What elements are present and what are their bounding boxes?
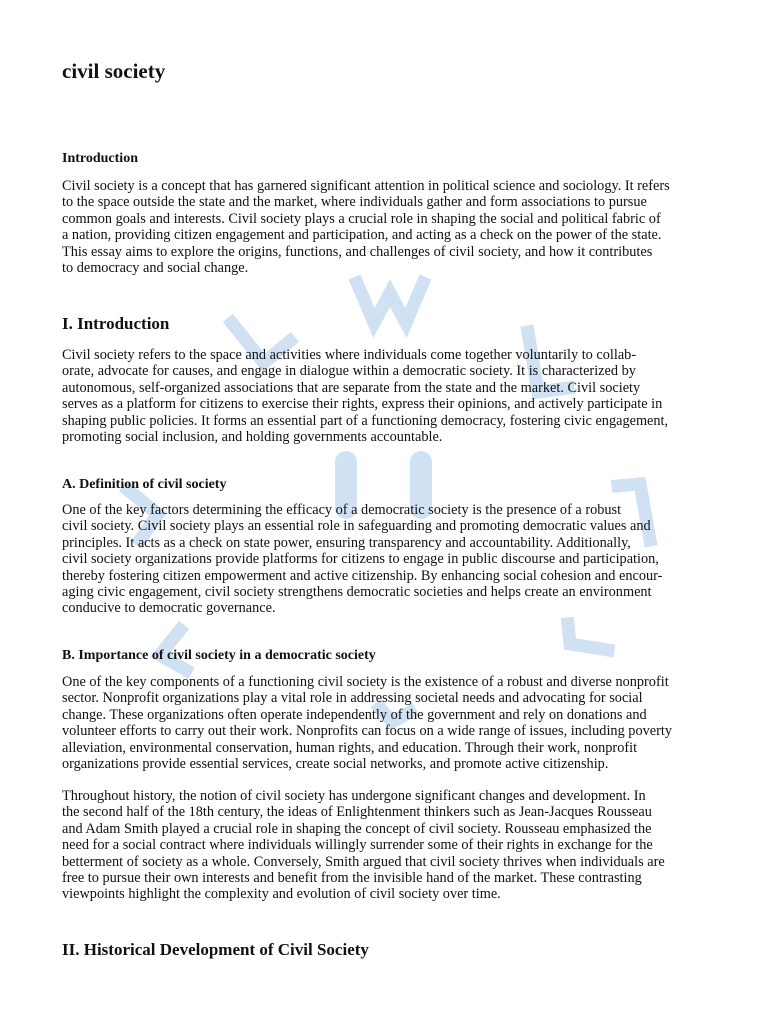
- text-line: to the space outside the state and the market, where individuals gather and form associations to pursue: [62, 194, 647, 211]
- text-line: thereby fostering citizen empowerment and active citizenship. By enhancing social cohesion and encour-: [62, 567, 663, 584]
- text-line: betterment of society as a whole. Conversely, Smith argued that civil society thrives when individuals are: [62, 853, 665, 870]
- text-line: organizations provide essential services, create social networks, and promote active citizenship.: [62, 756, 609, 773]
- section-2-heading: II. Historical Development of Civil Society: [62, 940, 369, 959]
- text-line: civil society organizations provide platforms for citizens to engage in public discourse and participation,: [62, 551, 659, 568]
- section-1-paragraph: [62, 347, 710, 445]
- text-line: shaping public policies. It forms an essential part of a functioning democracy, fostering civic engagement,: [62, 412, 669, 429]
- history-paragraph: [62, 788, 710, 903]
- subsection-a-heading: A. Definition of civil society: [62, 477, 227, 492]
- text-line: autonomous, self-organized associations that are separate from the state and the market. Civil society: [62, 379, 641, 396]
- text-line: One of the key components of a functioning civil society is the existence of a robust and diverse nonprofit: [62, 674, 669, 690]
- text-line: the second half of the 18th century, the ideas of Enlightenment thinkers such as Jean-Jacques Rousseau: [62, 804, 652, 821]
- text-line: promoting social inclusion, and holding governments accountable.: [62, 429, 443, 446]
- section-1-heading: I. Introduction: [62, 314, 170, 333]
- text-line: Civil society refers to the space and activities where individuals come together voluntarily to collab-: [62, 347, 637, 363]
- intro-heading: Introduction: [62, 151, 138, 166]
- text-line: to democracy and social change.: [62, 260, 249, 277]
- text-line: civil society. Civil society plays an essential role in safeguarding and promoting democratic values and: [62, 518, 651, 535]
- text-line: and Adam Smith played a crucial role in shaping the concept of civil society. Rousseau emphasized the: [62, 820, 652, 837]
- subsection-b-paragraph: [62, 674, 710, 772]
- intro-paragraph: [62, 178, 710, 276]
- text-line: change. These organizations often operate independently of the government and rely on donations and: [62, 706, 647, 723]
- text-line: orate, advocate for causes, and engage in dialogue within a democratic society. It is characterized by: [62, 363, 636, 380]
- watermark-letter-9: [568, 624, 608, 650]
- text-line: One of the key factors determining the efficacy of a democratic society is the presence of a robust: [62, 502, 622, 518]
- text-line: sector. Nonprofit organizations play a vital role in addressing societal needs and advocating for social: [62, 690, 643, 707]
- subsection-b-heading: B. Importance of civil society in a democratic society: [62, 648, 376, 663]
- text-line: need for a social contract where individuals willingly surrender some of their rights in exchange for the: [62, 837, 653, 854]
- text-line: serves as a platform for citizens to exercise their rights, express their opinions, and actively participate in: [62, 396, 663, 413]
- text-line: This essay aims to explore the origins, functions, and challenges of civil society, and how it contributes: [62, 243, 653, 260]
- text-line: viewpoints highlight the complexity and evolution of civil society over time.: [62, 886, 501, 903]
- text-line: alleviation, environmental conservation, human rights, and education. Through their work, nonprofit: [62, 739, 638, 756]
- text-line: aging civic engagement, civil society strengthens democratic societies and helps create an environment: [62, 584, 652, 601]
- text-line: free to pursue their own interests and benefit from the invisible hand of the market. These contrasting: [62, 870, 642, 887]
- document-title: civil society: [62, 59, 166, 83]
- watermark-letter-1: [357, 283, 423, 323]
- text-line: Throughout history, the notion of civil society has undergone significant changes and development. In: [62, 788, 646, 804]
- text-line: principles. It acts as a check on state power, ensuring transparency and accountability. Additionally,: [62, 534, 631, 551]
- text-line: Civil society is a concept that has garnered significant attention in political science and sociology. It refers: [62, 178, 670, 194]
- text-line: conducive to democratic governance.: [62, 600, 276, 617]
- subsection-a-paragraph: [62, 502, 710, 617]
- text-line: a nation, providing citizen engagement and participation, and acting as a check on the power of the state.: [62, 227, 662, 244]
- text-line: common goals and interests. Civil society plays a crucial role in shaping the social and political fabric of: [62, 210, 661, 227]
- text-line: volunteer efforts to carry out their work. Nonprofits can focus on a wide range of issues, including poverty: [62, 723, 672, 740]
